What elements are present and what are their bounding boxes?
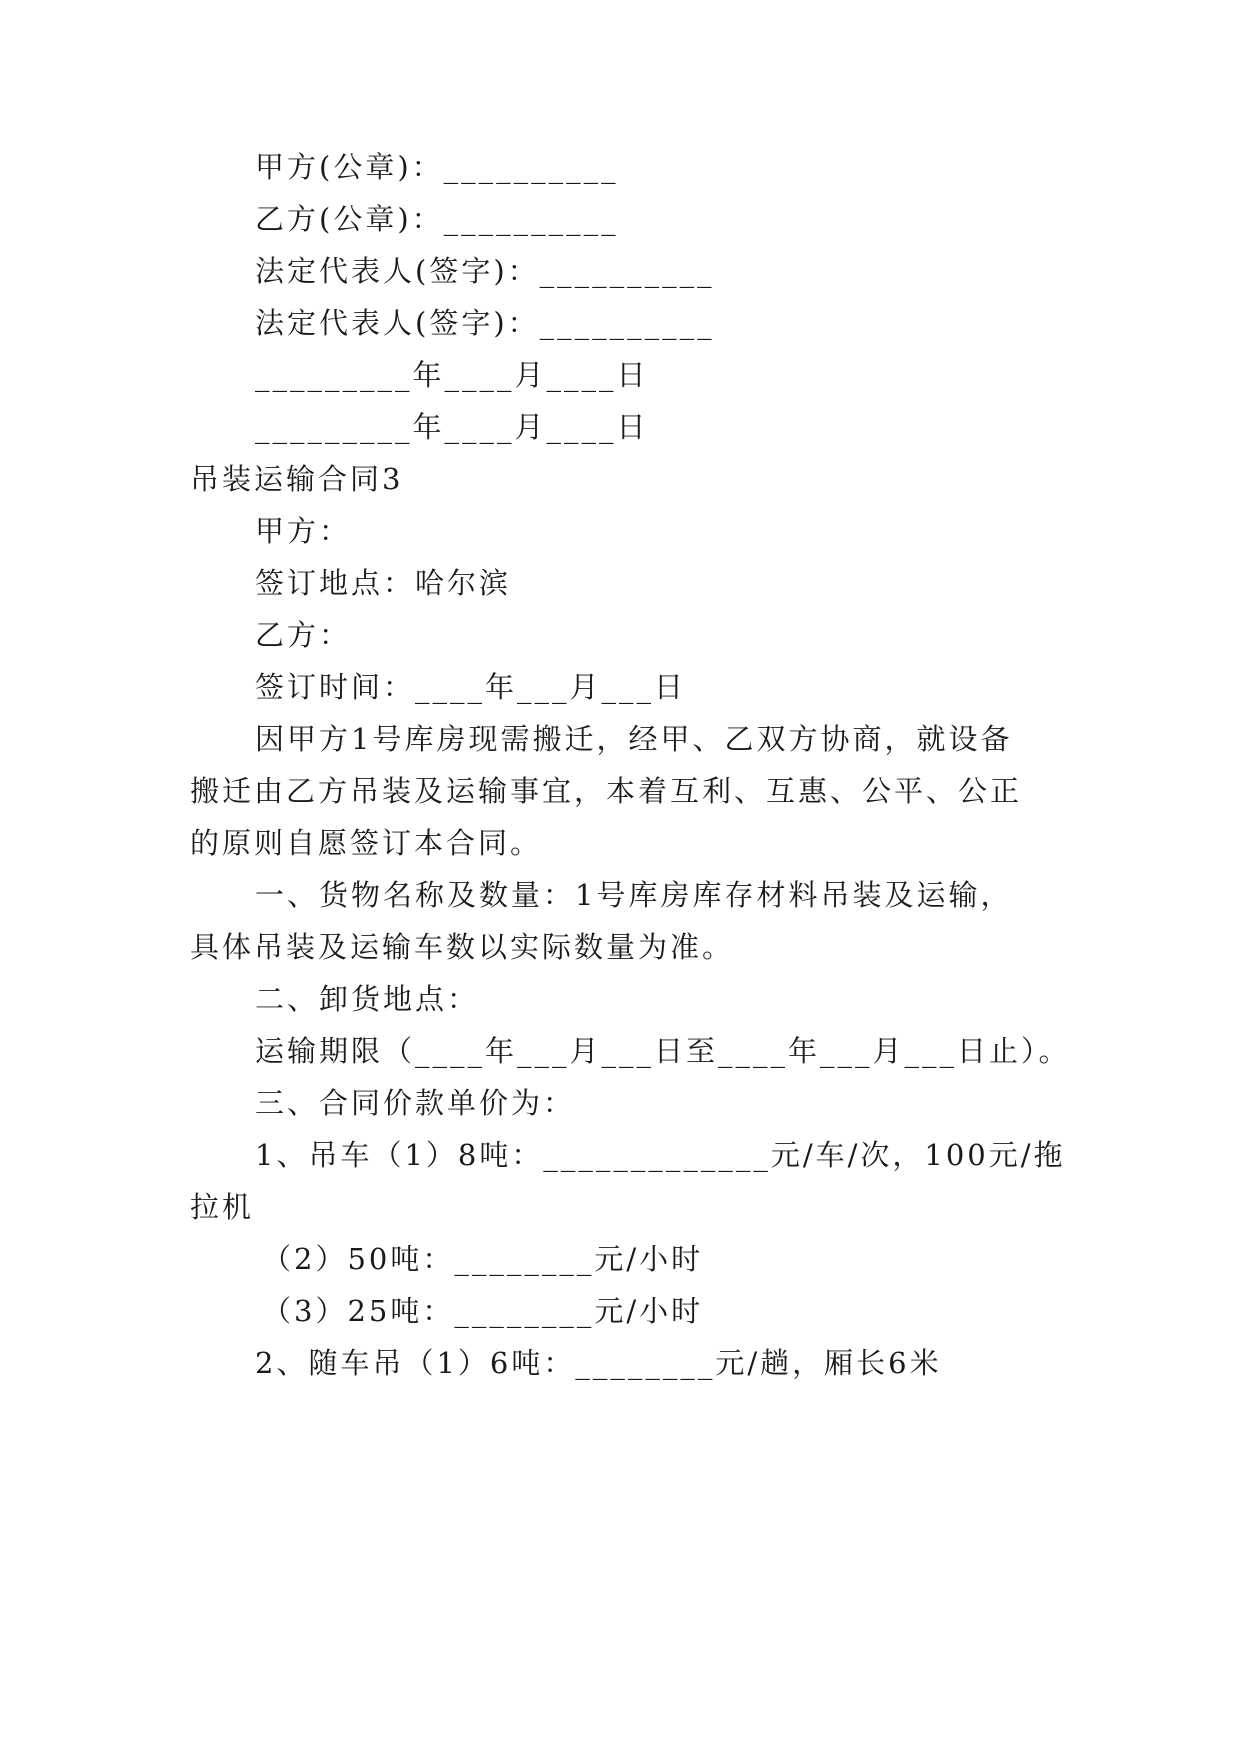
intro-paragraph-line-3: 的原则自愿签订本合同。 (190, 826, 543, 860)
crane-8t-line-cont: 拉机 (190, 1190, 255, 1224)
signing-place-line: 签订地点：哈尔滨 (255, 566, 512, 600)
crane-25t-line: （3）25吨：________元/小时 (262, 1294, 704, 1328)
legal-rep-a-line: 法定代表人(签字)：__________ (255, 254, 715, 288)
party-a-line: 甲方： (255, 514, 352, 548)
crane-50t-line: （2）50吨：________元/小时 (262, 1242, 704, 1276)
goods-clause-line-1: 一、货物名称及数量：1号库房库存材料吊装及运输， (255, 878, 1013, 912)
signing-time-line: 签订时间：____年___月___日 (255, 670, 687, 704)
unloading-place-line: 二、卸货地点： (255, 982, 480, 1016)
truck-crane-6t-line: 2、随车吊（1）6吨：________元/趟，厢长6米 (255, 1346, 942, 1380)
party-b-line: 乙方： (255, 618, 352, 652)
transport-period-line: 运输期限（____年___月___日至____年___月___日止）。 (255, 1034, 1071, 1068)
price-heading-line: 三、合同价款单价为： (255, 1086, 576, 1120)
crane-8t-line: 1、吊车（1）8吨：_____________元/车/次，100元/拖 (255, 1138, 1066, 1172)
party-b-seal-line: 乙方(公章)：__________ (255, 202, 619, 236)
intro-paragraph-line-1: 因甲方1号库房现需搬迁，经甲、乙双方协商，就设备 (255, 722, 1013, 756)
legal-rep-b-line: 法定代表人(签字)：__________ (255, 306, 715, 340)
party-a-seal-line: 甲方(公章)：__________ (255, 150, 619, 184)
intro-paragraph-line-2: 搬迁由乙方吊装及运输事宜，本着互利、互惠、公平、公正 (190, 774, 1023, 808)
goods-clause-line-2: 具体吊装及运输车数以实际数量为准。 (190, 930, 735, 964)
date-line-a: _________年____月____日 (255, 358, 649, 392)
date-line-b: _________年____月____日 (255, 410, 649, 444)
contract-title: 吊装运输合同3 (190, 462, 404, 496)
